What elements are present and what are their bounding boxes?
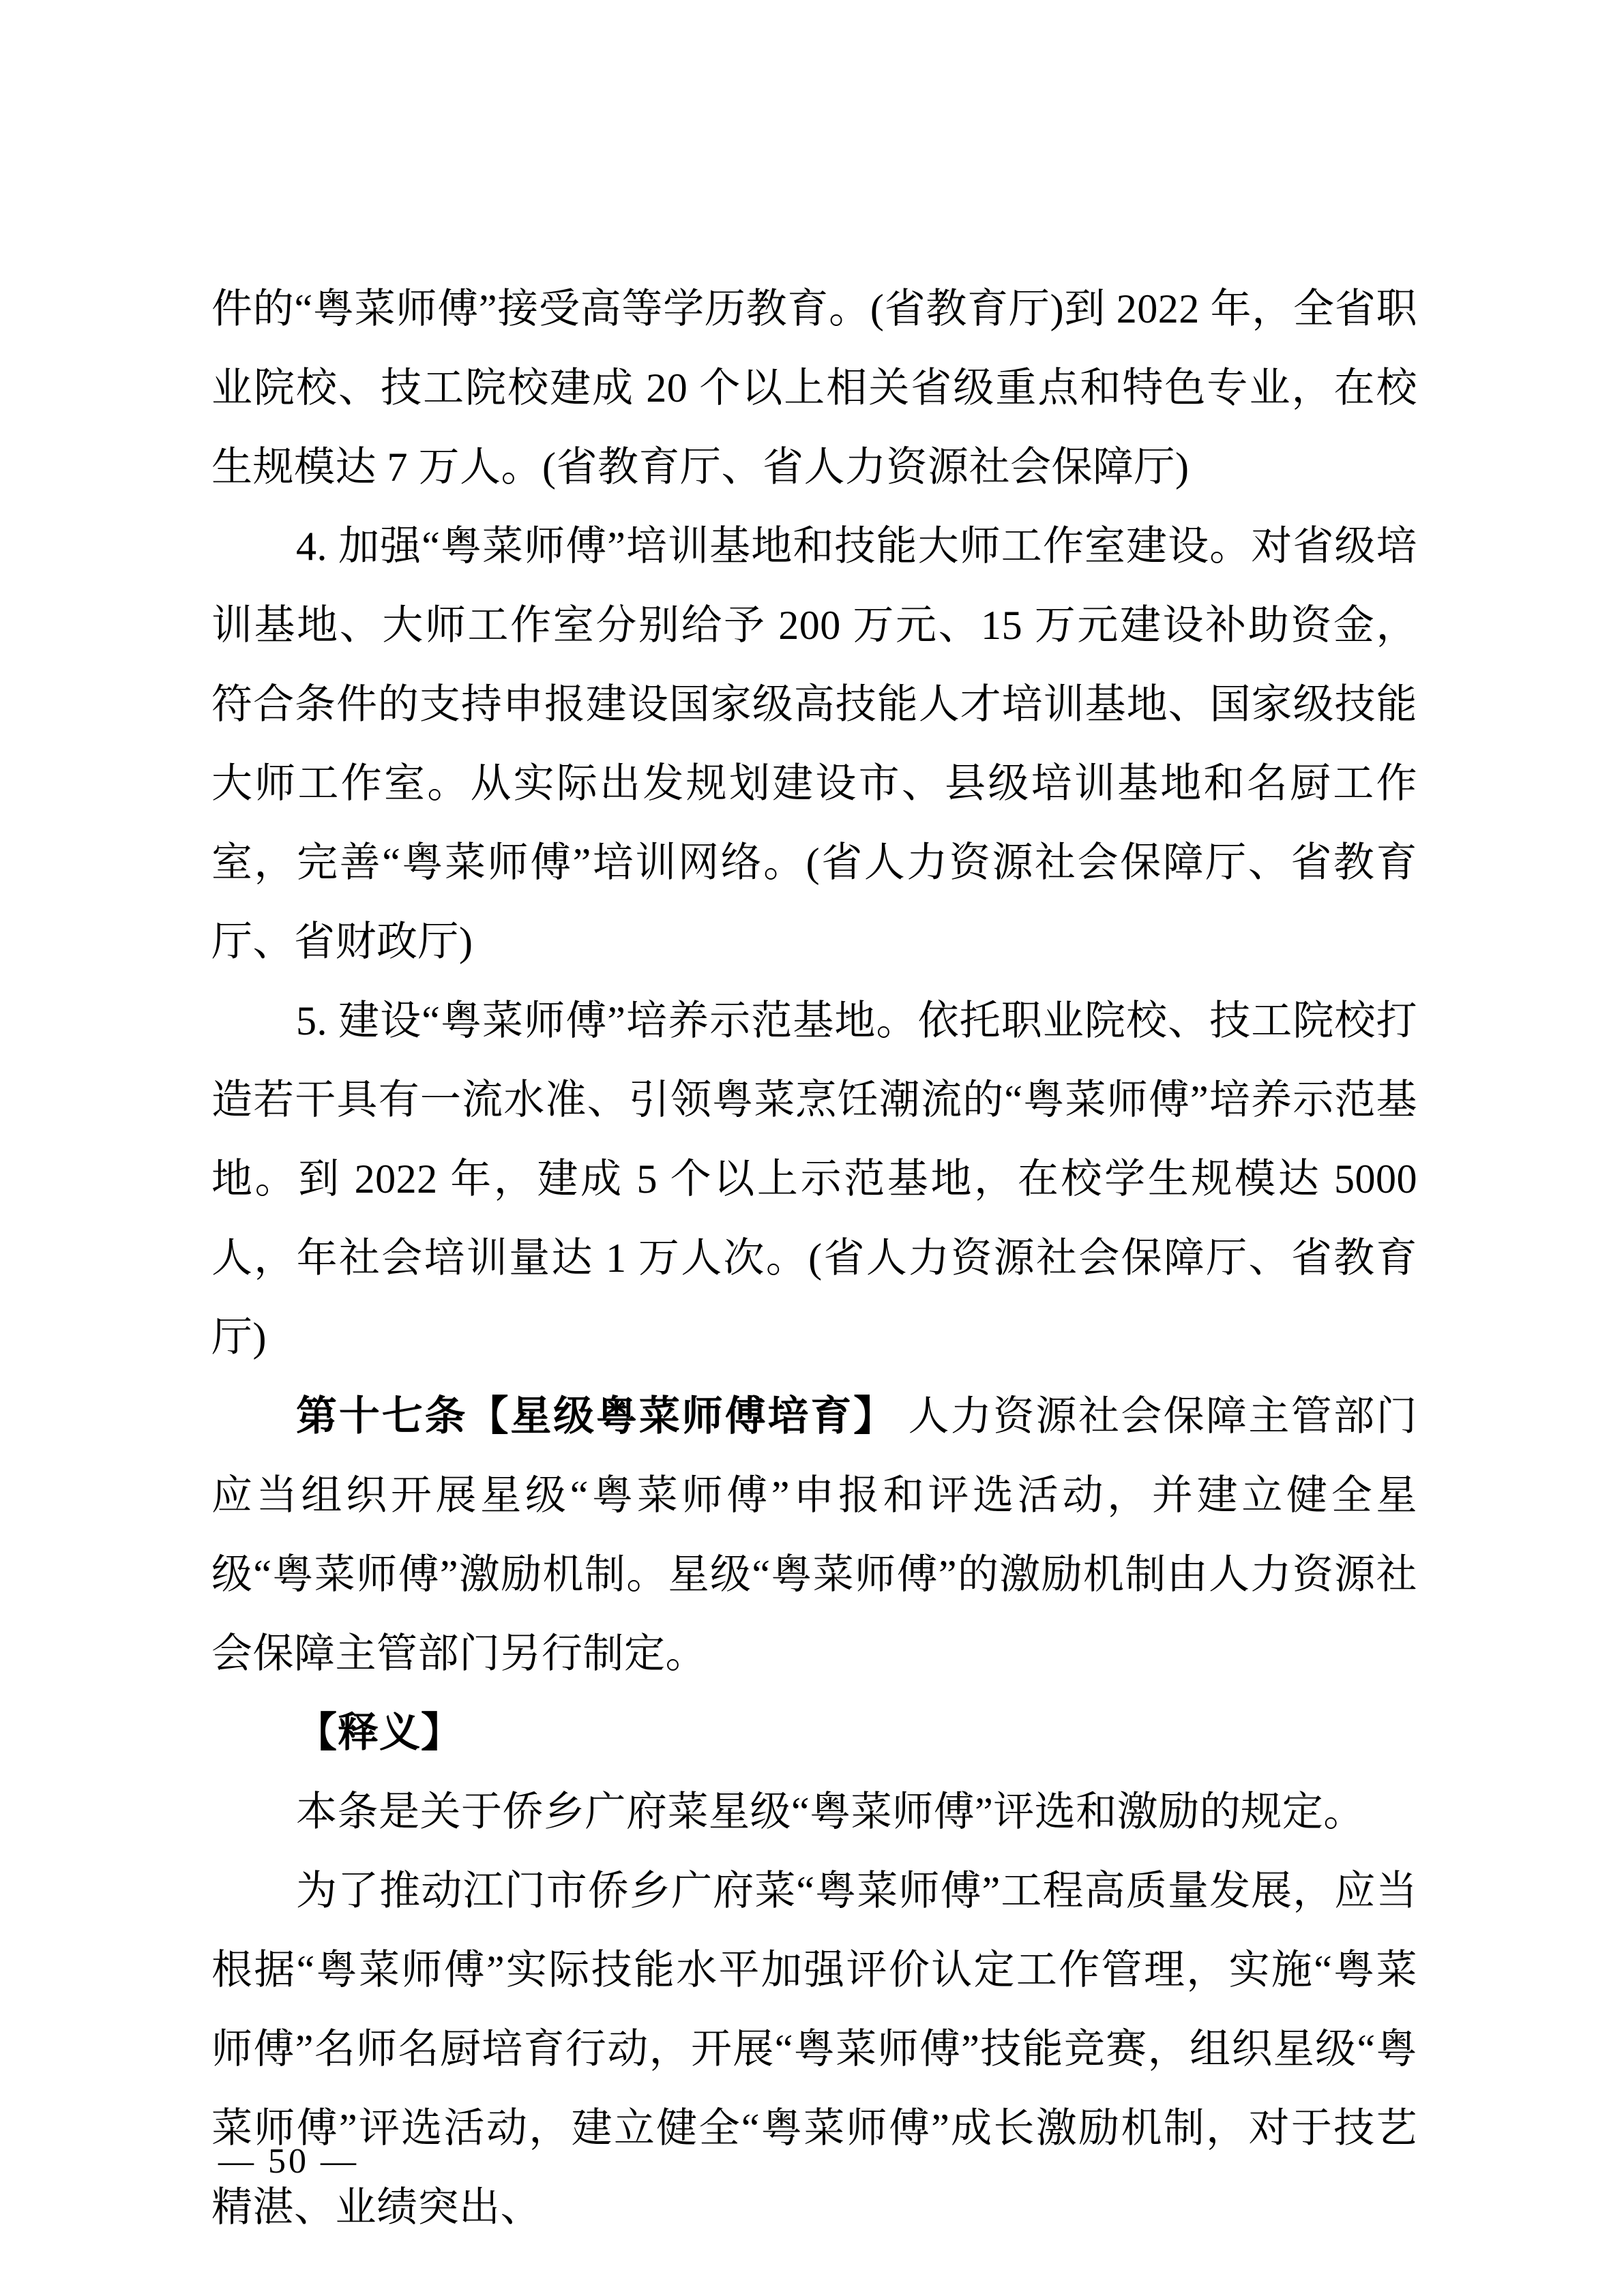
paragraph-item-5: 5. 建设“粤菜师傅”培养示范基地。依托职业院校、技工院校打造若干具有一流水准、引领粤菜烹饪潮流的“粤菜师傅”培养示范基地。到 2022 年，建成 5 个以上示范基地，在校学生规模达 5000 人，年社会培训量达 1 万人次。(省人力资源社会保障厅、省教育厅) <box>211 998 1417 1360</box>
article-17-heading: 第十七条【星级粤菜师傅培育】 <box>296 1393 897 1439</box>
paragraph-shiyi-detail: 为了推动江门市侨乡广府菜“粤菜师傅”工程高质量发展，应当根据“粤菜师傅”实际技能水平加强评价认定工作管理，实施“粤菜师傅”名师名厨培育行动，开展“粤菜师傅”技能竞赛，组织星级“粤菜师傅”评选活动，建立健全“粤菜师傅”成长激励机制，对于技艺精湛、业绩突出、 <box>211 1868 1417 2230</box>
page-footer <box>211 2141 1417 2182</box>
paragraph-continuation-education: 件的“粤菜师傅”接受高等学历教育。(省教育厅)到 2022 年，全省职业院校、技工院校建成 20 个以上相关省级重点和特色专业，在校生规模达 7 万人。(省教育厅、省人力资源社会保障厅) <box>211 286 1417 490</box>
paragraph-shiyi-intro: 本条是关于侨乡广府菜星级“粤菜师傅”评选和激励的规定。 <box>296 1789 1365 1834</box>
page-content-column <box>211 269 1417 2247</box>
page-number: — 50 — <box>218 2142 359 2181</box>
paragraph-item-4: 4. 加强“粤菜师傅”培训基地和技能大师工作室建设。对省级培训基地、大师工作室分别给予 200 万元、15 万元建设补助资金，符合条件的支持申报建设国家级高技能人才培训基地、国家级技能大师工作室。从实际出发规划建设市、县级培训基地和名厨工作室，完善“粤菜师傅”培训网络。(省人力资源社会保障厅、省教育厅、省财政厅) <box>211 524 1417 964</box>
shiyi-label-heading: 【释义】 <box>296 1710 462 1755</box>
paragraph-article-17 <box>211 1377 1417 1693</box>
paragraph-shiyi-label <box>211 1693 1417 1772</box>
article-17-body: 人力资源社会保障主管部门应当组织开展星级“粤菜师傅”申报和评选活动，并建立健全星级“粤菜师傅”激励机制。星级“粤菜师傅”的激励机制由人力资源社会保障主管部门另行制定。 <box>211 1394 1418 1676</box>
